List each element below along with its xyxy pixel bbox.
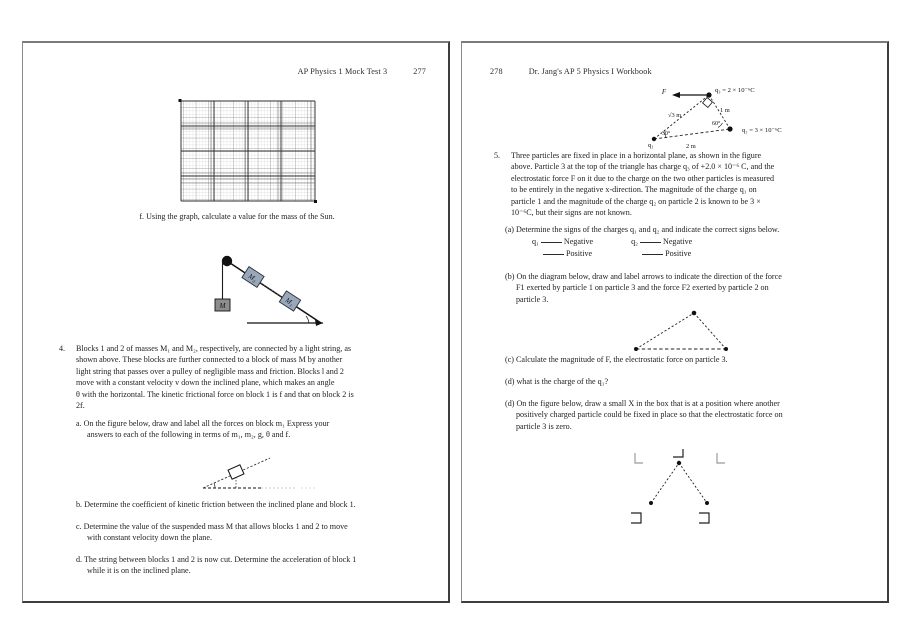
part-d2-line-1: (d) On the figure below, draw a small X in the box that is at a position where another (505, 399, 780, 408)
sign-q2-negative-blank[interactable] (640, 242, 661, 243)
running-head-title: AP Physics 1 Mock Test 3 (297, 67, 388, 76)
sign-q1-negative-blank[interactable] (541, 242, 562, 243)
part-a-line-2: answers to each of the following in terms of m₁, m₂, g, θ and f. (87, 430, 291, 440)
page-left (22, 41, 450, 603)
part-a-text: (a) Determine the signs of the charges q₁ and q₂ and indicate the correct signs below. (505, 225, 780, 234)
caption-f: f. Using the graph, calculate a value for the mass of the Sun. (139, 212, 335, 221)
problem-4-body (76, 343, 425, 411)
sign-q1-negative-label: Negative (563, 237, 594, 246)
sign-q2-label: q₂ (631, 237, 638, 246)
svg-text:M₂: M₂ (246, 272, 259, 284)
page-folio: 278 (490, 67, 503, 76)
svg-text:q₁: q₁ (648, 142, 654, 149)
sign-q2-positive-blank[interactable] (642, 254, 663, 255)
part-b-line-1: (b) On the diagram below, draw and label arrows to indicate the direction of the force (505, 272, 782, 281)
sign-column-q2 (631, 236, 692, 260)
three-charge-triangle-figure (612, 81, 842, 149)
problem-5-body (511, 150, 866, 218)
problem-4-part-b (76, 499, 426, 510)
part-c-line-2: with constant velocity down the plane. (87, 533, 212, 543)
svg-text:M₁: M₁ (283, 296, 296, 308)
sign-q1-label: q₁ (532, 237, 539, 246)
sign-q1-positive-label: Positive (566, 249, 593, 258)
page-folio: 277 (413, 67, 426, 76)
part-d2-line-2: positively charged particle could be fixed in place so that the electrostatic force on (516, 410, 783, 420)
svg-text:30°: 30° (662, 131, 671, 137)
problem-4-part-a (76, 418, 426, 441)
sign-answer-table (532, 236, 692, 260)
part-d-line-1: d. The string between blocks 1 and 2 is now cut. Determine the acceleration of block 1 (76, 555, 357, 564)
problem-4-line-2: shown above. These blocks are further connected to a block of mass M by another (76, 355, 343, 365)
problem-5-part-c (505, 354, 877, 365)
problem-4-line-1: Blocks 1 and 2 of masses M₁ and M₂, respectively, are connected by a light string, as (76, 344, 352, 353)
problem-5-part-d2 (505, 398, 877, 432)
problem-5-line-6: 10⁻⁶C, but their signs are not known. (511, 208, 632, 218)
sign-q1-positive-blank[interactable] (543, 254, 564, 255)
problem-4-line-3: light string that passes over a pulley of negligible mass and friction. Blocks l and 2 (76, 366, 344, 376)
sign-q2-negative-label: Negative (663, 237, 693, 246)
running-head-right (490, 67, 652, 76)
problem-5-number: 5. (494, 151, 501, 160)
svg-text:M: M (219, 302, 226, 310)
blank-charge-triangle-figure (622, 309, 742, 355)
problem-4 (59, 343, 425, 411)
problem-5-line-3: electrostatic force F on it due to the charge on the two other particles is measured (511, 173, 775, 183)
sign-column-q1 (532, 236, 593, 260)
svg-text:q₂ = 3 × 10⁻⁶C: q₂ = 3 × 10⁻⁶C (742, 127, 782, 134)
inclined-plane-pulley-figure (173, 251, 333, 339)
svg-text:q₃ = 2 × 10⁻⁶C: q₃ = 2 × 10⁻⁶C (715, 87, 755, 94)
svg-text:√3 m: √3 m (668, 112, 682, 119)
part-d-line-2: while it is on the inclined plane. (87, 566, 191, 576)
problem-4-part-c (76, 521, 426, 544)
problem-5-part-a (505, 224, 877, 235)
part-d1-text: (d) what is the charge of the q₁? (505, 377, 609, 386)
part-b-text: b. Determine the coefficient of kinetic friction between the inclined plane and block 1. (76, 500, 356, 509)
part-a-line-1: a. On the figure below, draw and label all the forces on block m₁ Express your (76, 419, 330, 428)
problem-5 (494, 150, 866, 218)
problem-5-part-b (505, 271, 877, 305)
problem-4-line-4: move with a constant velocity v down the inclined plane, which makes an angle (76, 378, 335, 388)
page-right (461, 41, 889, 603)
running-head-title: Dr. Jang's AP 5 Physics I Workbook (528, 67, 652, 76)
problem-5-line-4: to be entirely in the negative x-direction. The magnitude of the charge q₁ on (511, 185, 757, 195)
svg-text:F: F (661, 88, 667, 96)
svg-text:60°: 60° (712, 121, 721, 127)
log-log-grid-graph (171, 97, 321, 207)
running-head-left (298, 67, 426, 76)
part-c-line-1: c. Determine the value of the suspended mass M that allows blocks 1 and 2 to move (76, 522, 348, 531)
problem-5-line-2: above. Particle 3 at the top of the triangle has charge q₃ of +2.0 × 10⁻⁶ C, and the (511, 162, 775, 172)
problem-5-line-5: particle 1 and the magnitude of the charge q₂ on particle 2 is known to be 3 × (511, 196, 761, 206)
small-inclined-plane-block-figure (195, 455, 323, 499)
problem-4-line-6: 2f. (76, 401, 85, 411)
triangle-with-answer-boxes-figure (617, 441, 747, 537)
problem-4-number: 4. (59, 344, 66, 353)
problem-5-line-1: Three particles are fixed in place in a horizontal plane, as shown in the figure (511, 151, 762, 160)
problem-4-part-d (76, 554, 426, 577)
svg-text:2 m: 2 m (686, 143, 696, 150)
part-c-text: (c) Calculate the magnitude of F, the electrostatic force on particle 3. (505, 355, 728, 364)
part-b-line-2: F1 exerted by particle 1 on particle 3 and the force F2 exerted by particle 2 on (516, 283, 769, 293)
part-b-line-3: particle 3. (516, 294, 549, 304)
part-d2-line-3: particle 3 is zero. (516, 421, 572, 431)
sign-q2-positive-label: Positive (665, 249, 692, 258)
problem-5-part-d1 (505, 376, 877, 387)
problem-4-line-5: θ with the horizontal. The kinetic frictional force on block 1 is f and that on block 2 is (76, 389, 354, 399)
svg-text:1 m: 1 m (720, 107, 730, 114)
